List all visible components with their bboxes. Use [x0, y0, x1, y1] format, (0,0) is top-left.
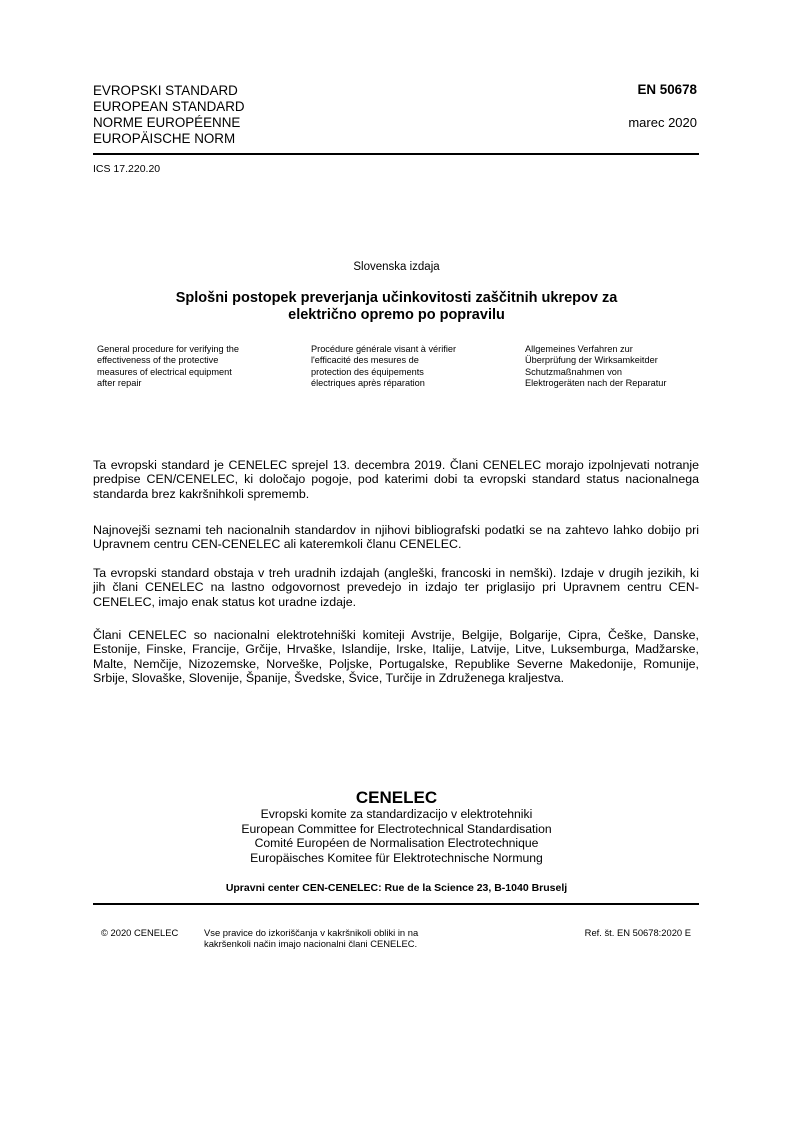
publication-date: marec 2020 [628, 115, 697, 130]
document-title [110, 290, 683, 324]
title-german-line: Schutzmaßnahmen von [525, 366, 623, 377]
title-german-line: Elektrogeräten nach der Reparatur [525, 377, 667, 388]
ics-code: ICS 17.220.20 [93, 163, 161, 175]
designation-en: EUROPEAN STANDARD [93, 99, 245, 114]
rights-line-2: kakršenkoli način imajo nacionalni člani CENELEC. [204, 938, 418, 950]
paragraph-editions: Ta evropski standard obstaja v treh uradnih izdajah (angleški, francoski in nemški). Izdaje v drugih jezikih, ki jih člani CENELEC na lastno odgovornost prevedejo in izdajo ter priglasijo pri Upravnem centru CEN-CENELEC, imajo enak status kot uradne izdaje. [93, 566, 699, 609]
paragraph-adoption: Ta evropski standard je CENELEC sprejel 13. decembra 2019. Člani CENELEC morajo izpolnjevati notranje predpise CEN/CENELEC, ki določajo pogoje, pod katerimi dobi ta evropski standard status nacionalnega standarda brez kakršnihkoli sprememb. [93, 458, 699, 501]
organization-name: CENELEC [355, 788, 438, 807]
rights-line-1: Vse pravice do izkoriščanja v kakršnikoli obliki in na [204, 927, 419, 938]
designation-de: EUROPÄISCHE NORM [93, 131, 236, 146]
title-german [525, 344, 715, 389]
title-line-1: Splošni postopek preverjanja učinkovitosti zaščitnih ukrepov za [175, 290, 618, 306]
title-english-line: General procedure for verifying the [97, 344, 239, 354]
copyright: © 2020 CENELEC [101, 927, 179, 938]
organization-name-sl: Evropski komite za standardizacijo v elektrotehniki [260, 807, 533, 821]
organization-name-fr: Comité Européen de Normalisation Electrotechnique [254, 836, 539, 851]
header-divider [93, 153, 699, 155]
title-german-line: Überprüfung der Wirksamkeitder [525, 355, 658, 366]
rights-notice [204, 927, 418, 949]
organization-names [0, 807, 793, 866]
title-english-line: measures of electrical equipment [97, 366, 232, 377]
standard-number: EN 50678 [637, 82, 697, 97]
title-french-line: l'efficacité des mesures de [311, 355, 419, 366]
title-french-line: protection des équipements [311, 366, 424, 377]
title-english [97, 344, 287, 389]
reference-number: Ref. št. EN 50678:2020 E [584, 927, 691, 938]
designation-sl: EVROPSKI STANDARD [93, 83, 238, 98]
title-french-line: électriques après réparation [311, 377, 425, 388]
standard-designations [93, 83, 245, 147]
title-english-line: after repair [97, 377, 142, 388]
title-french [311, 344, 501, 389]
organization-name-en: European Committee for Electrotechnical Standardisation [241, 821, 552, 836]
title-line-2: električno opremo po popravilu [288, 307, 505, 323]
title-english-line: effectiveness of the protective [97, 355, 219, 366]
management-centre: Upravni center CEN-CENELEC: Rue de la Science 23, B-1040 Bruselj [225, 882, 568, 894]
footer-divider [93, 903, 699, 905]
paragraph-lists: Najnovejši seznami teh nacionalnih standardov in njihovi bibliografski podatki se na zahtevo lahko dobijo pri Upravnem centru CEN-CENELEC ali kateremkoli članu CENELEC. [93, 523, 699, 552]
edition-label: Slovenska izdaja [353, 261, 440, 273]
title-german-line: Allgemeines Verfahren zur [525, 344, 633, 354]
designation-fr: NORME EUROPÉENNE [93, 115, 241, 130]
paragraph-members: Člani CENELEC so nacionalni elektrotehniški komiteji Avstrije, Belgije, Bolgarije, Cipra, Češke, Danske, Estonije, Finske, Francije, Grčije, Hrvaške, Islandije, Irske, Italije, Latvije, Litve, Luksemburga, Madžarske, Malte, Nemčije, Nizozemske, Norveške, Poljske, Portugalske, Republike Severne Makedonije, Romunije, Srbije, Slovaške, Slovenije, Španije, Švedske, Švice, Turčije in Združenega kraljestva. [93, 628, 699, 685]
organization-name-de: Europäisches Komitee für Elektrotechnische Normung [250, 851, 543, 866]
title-french-line: Procédure générale visant à vérifier [311, 344, 457, 354]
